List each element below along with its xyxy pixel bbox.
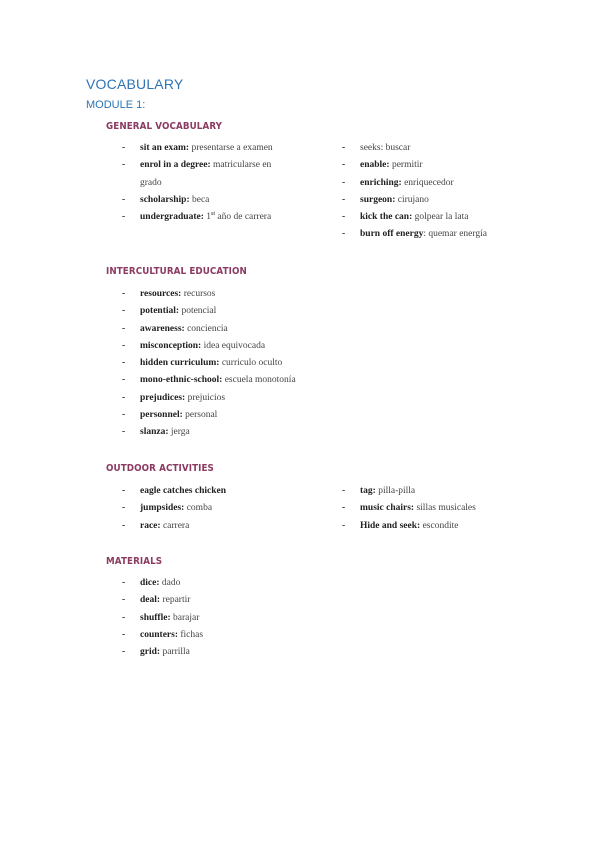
- vocab-definition: carrera: [160, 520, 190, 531]
- vocab-text: [360, 140, 410, 157]
- section-heading-outdoor: OUTDOOR ACTIVITIES: [106, 463, 214, 474]
- vocab-term: grid:: [140, 647, 161, 658]
- vocab-text: [140, 192, 209, 209]
- vocab-term: hidden curriculum:: [140, 358, 220, 369]
- vocab-text: [140, 575, 180, 592]
- vocab-text: [140, 610, 199, 627]
- vocab-item: [122, 424, 422, 441]
- vocab-definition: beca: [189, 194, 210, 205]
- bullet-dash: -: [122, 194, 126, 205]
- vocab-item: [122, 355, 422, 372]
- vocab-term: personnel:: [140, 410, 183, 421]
- bullet-dash: -: [122, 612, 126, 623]
- vocab-term: jumpsides:: [140, 503, 185, 514]
- vocab-item: [122, 157, 342, 174]
- vocab-definition: prejuicios: [185, 392, 226, 403]
- general-vocabulary-right-list: [342, 140, 562, 244]
- bullet-dash: -: [122, 629, 126, 640]
- vocab-definition: jerga: [168, 427, 190, 438]
- bullet-dash: -: [122, 578, 126, 588]
- vocab-item: [122, 286, 422, 303]
- vocab-item: [122, 575, 422, 592]
- vocab-term: slanza:: [140, 427, 169, 438]
- vocab-definition: parrilla: [160, 647, 190, 658]
- module-heading: MODULE 1:: [86, 99, 146, 111]
- general-vocabulary-left-list: [122, 140, 342, 226]
- vocab-term: scholarship:: [140, 194, 190, 205]
- vocab-text: [140, 286, 215, 303]
- vocab-text: [360, 175, 454, 192]
- vocab-term: tag:: [360, 486, 376, 496]
- section-heading-intercultural: INTERCULTURAL EDUCATION: [106, 266, 247, 277]
- vocab-text: [360, 518, 458, 535]
- vocab-text: [140, 175, 162, 192]
- vocab-term: counters:: [140, 629, 178, 640]
- vocab-text: [140, 644, 190, 661]
- vocab-definition: escondite: [420, 520, 459, 531]
- vocab-item: [122, 592, 422, 609]
- bullet-dash: -: [122, 375, 126, 386]
- vocab-term: dice:: [140, 578, 160, 588]
- section-heading-materials: MATERIALS: [106, 556, 163, 567]
- bullet-dash: -: [122, 143, 126, 153]
- vocab-item: [122, 407, 422, 424]
- vocab-text: [140, 390, 225, 407]
- section-heading-general: GENERAL VOCABULARY: [106, 121, 223, 132]
- vocab-definition: : quemar energía: [423, 229, 487, 240]
- vocab-term: prejudices:: [140, 392, 186, 403]
- vocab-item: [122, 483, 342, 500]
- bullet-dash: -: [342, 143, 346, 153]
- vocab-text: [140, 483, 226, 500]
- bullet-dash: -: [122, 410, 126, 421]
- vocab-term: misconception:: [140, 340, 202, 351]
- vocab-item: [122, 518, 342, 535]
- vocab-definition: 1: [203, 212, 211, 223]
- vocab-text: [140, 140, 273, 157]
- vocab-item: [342, 226, 562, 243]
- bullet-dash: -: [122, 323, 126, 334]
- vocab-term: resources:: [140, 289, 182, 299]
- outdoor-activities-right-list: [342, 483, 562, 535]
- vocab-item: [122, 500, 342, 517]
- vocab-text: [140, 321, 228, 338]
- bullet-dash: -: [342, 229, 346, 240]
- vocab-term: enrol in a degree:: [140, 160, 211, 171]
- bullet-dash: -: [122, 647, 126, 658]
- bullet-dash: -: [122, 392, 126, 403]
- outdoor-activities-left-list: [122, 483, 342, 535]
- vocab-text: [360, 192, 429, 209]
- vocab-definition: escuela monotonía: [222, 375, 296, 386]
- bullet-dash: -: [122, 503, 126, 514]
- intercultural-education-list: [122, 286, 422, 442]
- vocab-item: [122, 610, 422, 627]
- vocab-term: music chairs:: [360, 503, 415, 514]
- vocab-item: [342, 518, 562, 535]
- vocab-text: [140, 627, 203, 644]
- vocab-definition: curriculo oculto: [219, 358, 283, 369]
- bullet-dash: -: [122, 289, 126, 299]
- bullet-dash: -: [342, 194, 346, 205]
- ordinal-superscript: st: [211, 211, 216, 218]
- vocab-item: [122, 140, 342, 157]
- vocab-definition: grado: [140, 177, 162, 188]
- bullet-dash: -: [342, 177, 346, 188]
- vocab-item: [122, 627, 422, 644]
- vocab-term: potential:: [140, 306, 180, 317]
- vocab-definition: personal: [182, 410, 218, 421]
- vocab-definition: conciencia: [184, 323, 228, 334]
- vocab-item: [342, 209, 562, 226]
- bullet-dash: -: [342, 486, 346, 496]
- vocab-definition: sillas musicales: [414, 503, 476, 514]
- vocab-text: [360, 500, 476, 517]
- vocab-item: [342, 500, 562, 517]
- vocab-term: awareness:: [140, 323, 185, 334]
- vocab-definition: comba: [184, 503, 213, 514]
- vocab-item: [122, 192, 342, 209]
- vocab-definition: seeks: buscar: [360, 143, 411, 153]
- vocab-term: enriching:: [360, 177, 402, 188]
- vocab-term: sit an exam:: [140, 143, 190, 153]
- vocab-definition: pilla-pilla: [375, 486, 416, 496]
- vocab-text: [140, 407, 217, 424]
- vocab-term: race:: [140, 520, 161, 531]
- bullet-dash: -: [342, 212, 346, 223]
- vocab-definition: fichas: [178, 629, 204, 640]
- vocab-definition: permitir: [389, 160, 423, 171]
- materials-list: [122, 575, 422, 661]
- vocab-definition: golpear la lata: [412, 212, 469, 223]
- vocab-term: burn off energy: [360, 229, 424, 240]
- vocab-text: [140, 500, 212, 517]
- bullet-dash: -: [122, 358, 126, 369]
- bullet-dash: -: [342, 160, 346, 171]
- vocab-item: [122, 372, 422, 389]
- vocab-item: [122, 175, 342, 192]
- page-title: VOCABULARY: [86, 76, 184, 92]
- vocab-text: [140, 157, 271, 174]
- vocab-item: [122, 321, 422, 338]
- vocab-text: [360, 226, 487, 243]
- vocab-text: [140, 592, 190, 609]
- vocab-item: [122, 390, 422, 407]
- vocab-item: [342, 175, 562, 192]
- vocab-definition-continued: año de carrera: [215, 212, 272, 223]
- vocab-term: deal:: [140, 595, 161, 606]
- vocab-definition: dado: [159, 578, 181, 588]
- vocab-definition: presentarse a examen: [189, 143, 273, 153]
- vocab-text: [140, 209, 271, 226]
- vocab-item: [342, 157, 562, 174]
- vocab-term: enable:: [360, 160, 390, 171]
- vocab-definition: cirujano: [395, 194, 429, 205]
- vocab-text: [360, 209, 468, 226]
- bullet-dash: -: [122, 160, 126, 171]
- vocab-text: [360, 483, 415, 500]
- vocab-term: surgeon:: [360, 194, 396, 205]
- vocab-item: [122, 209, 342, 226]
- vocab-item: [122, 338, 422, 355]
- bullet-dash: -: [122, 427, 126, 438]
- vocab-term: shuffle:: [140, 612, 171, 623]
- bullet-dash: -: [122, 486, 126, 496]
- vocab-item: [342, 140, 562, 157]
- vocab-text: [140, 372, 296, 389]
- vocab-term: undergraduate:: [140, 212, 204, 223]
- vocab-text: [360, 157, 423, 174]
- vocab-definition: barajar: [170, 612, 200, 623]
- bullet-dash: -: [122, 520, 126, 531]
- vocab-text: [140, 355, 282, 372]
- vocab-term: mono-ethnic-school:: [140, 375, 223, 386]
- vocab-item: [122, 303, 422, 320]
- vocab-definition: idea equivocada: [201, 340, 266, 351]
- vocab-term: Hide and seek:: [360, 520, 421, 531]
- vocab-definition: repartir: [160, 595, 191, 606]
- vocab-term: kick the can:: [360, 212, 413, 223]
- vocab-definition: potencial: [179, 306, 217, 317]
- vocab-text: [140, 424, 190, 441]
- bullet-dash: -: [122, 306, 126, 317]
- bullet-dash: -: [342, 503, 346, 514]
- vocab-text: [140, 303, 216, 320]
- vocab-term: eagle catches chicken: [140, 486, 227, 496]
- vocab-text: [140, 518, 189, 535]
- bullet-dash: -: [122, 212, 126, 223]
- bullet-dash: -: [342, 520, 346, 531]
- bullet-dash: -: [122, 340, 126, 351]
- vocab-text: [140, 338, 265, 355]
- vocab-definition: recursos: [181, 289, 216, 299]
- vocab-item: [342, 483, 562, 500]
- vocab-definition: matricularse en: [210, 160, 272, 171]
- vocab-item: [122, 644, 422, 661]
- vocab-definition: enriquecedor: [401, 177, 454, 188]
- bullet-dash: -: [122, 595, 126, 606]
- vocab-item: [342, 192, 562, 209]
